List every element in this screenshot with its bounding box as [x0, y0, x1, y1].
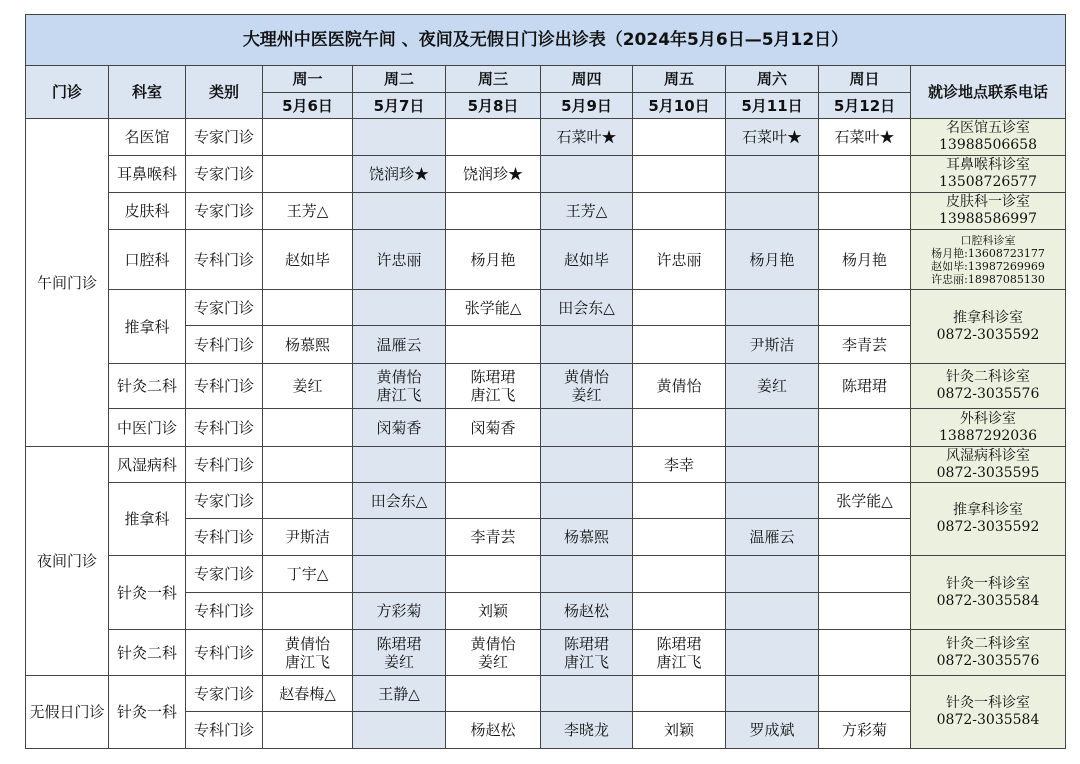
- schedule-cell-fri: 许忠丽: [633, 230, 726, 290]
- contact-cell: 推拿科诊室 0872-3035592: [911, 290, 1066, 364]
- schedule-cell-mon: [263, 712, 353, 749]
- schedule-cell-tue: [353, 193, 446, 230]
- table-row: [26, 230, 1066, 290]
- schedule-cell-thu: [541, 326, 633, 364]
- department-cell: 针灸一科: [109, 676, 186, 749]
- schedule-cell-sat: [726, 447, 819, 483]
- schedule-cell-wed: 饶润珍★: [446, 156, 541, 193]
- schedule-cell-fri: [633, 156, 726, 193]
- table-row: [26, 556, 1066, 593]
- table-row: [26, 409, 1066, 447]
- header-date-tue: 5月7日: [353, 93, 446, 119]
- schedule-cell-tue: 王静△: [353, 676, 446, 712]
- schedule-cell-wed: 黄倩怡 姜红: [446, 630, 541, 676]
- schedule-cell-tue: [353, 119, 446, 156]
- schedule-cell-mon: [263, 409, 353, 447]
- schedule-cell-thu: 李晓龙: [541, 712, 633, 749]
- schedule-cell-tue: 黄倩怡 唐江飞: [353, 364, 446, 409]
- department-cell: 风湿病科: [109, 447, 186, 483]
- header-weekday-fri: 周五: [633, 66, 726, 93]
- schedule-cell-mon: [263, 593, 353, 630]
- schedule-cell-sun: [819, 193, 911, 230]
- schedule-cell-wed: 杨赵松: [446, 712, 541, 749]
- schedule-cell-tue: [353, 519, 446, 556]
- schedule-cell-thu: 石菜叶★: [541, 119, 633, 156]
- schedule-cell-mon: [263, 156, 353, 193]
- schedule-cell-wed: [446, 556, 541, 593]
- schedule-cell-thu: [541, 676, 633, 712]
- schedule-cell-wed: [446, 447, 541, 483]
- schedule-cell-sun: [819, 519, 911, 556]
- category-cell: 专家门诊: [186, 556, 263, 593]
- department-cell: 推拿科: [109, 290, 186, 364]
- schedule-cell-mon: 姜红: [263, 364, 353, 409]
- schedule-cell-tue: 温雁云: [353, 326, 446, 364]
- table-row: [26, 156, 1066, 193]
- contact-cell: 针灸二科诊室 0872-3035576: [911, 630, 1066, 676]
- header-weekday-sat: 周六: [726, 66, 819, 93]
- schedule-cell-fri: [633, 676, 726, 712]
- schedule-cell-sun: [819, 409, 911, 447]
- table-row: [26, 483, 1066, 519]
- schedule-cell-thu: 杨慕熙: [541, 519, 633, 556]
- schedule-cell-tue: 方彩菊: [353, 593, 446, 630]
- header-weekday-thu: 周四: [541, 66, 633, 93]
- schedule-cell-mon: 丁宇△: [263, 556, 353, 593]
- table-row: [26, 364, 1066, 409]
- table-row: [26, 630, 1066, 676]
- schedule-cell-fri: [633, 326, 726, 364]
- schedule-cell-sat: [726, 630, 819, 676]
- header-date-fri: 5月10日: [633, 93, 726, 119]
- category-cell: 专家门诊: [186, 119, 263, 156]
- schedule-cell-tue: 闵菊香: [353, 409, 446, 447]
- table-row: [26, 290, 1066, 326]
- schedule-cell-sat: [726, 193, 819, 230]
- table-row: [26, 119, 1066, 156]
- header-row: [26, 66, 1066, 93]
- schedule-cell-sun: [819, 630, 911, 676]
- schedule-cell-tue: [353, 556, 446, 593]
- department-cell: 皮肤科: [109, 193, 186, 230]
- contact-cell: 针灸一科诊室 0872-3035584: [911, 556, 1066, 630]
- category-cell: 专家门诊: [186, 676, 263, 712]
- schedule-cell-mon: 赵春梅△: [263, 676, 353, 712]
- category-cell: 专科门诊: [186, 519, 263, 556]
- schedule-cell-thu: 杨赵松: [541, 593, 633, 630]
- schedule-cell-sun: 李青芸: [819, 326, 911, 364]
- schedule-cell-sun: [819, 676, 911, 712]
- schedule-cell-sat: 尹斯洁: [726, 326, 819, 364]
- schedule-cell-sat: [726, 676, 819, 712]
- contact-cell: 针灸二科诊室 0872-3035576: [911, 364, 1066, 409]
- schedule-cell-sun: 杨月艳: [819, 230, 911, 290]
- category-cell: 专科门诊: [186, 447, 263, 483]
- schedule-cell-mon: 杨慕熙: [263, 326, 353, 364]
- category-cell: 专家门诊: [186, 483, 263, 519]
- header-contact: 就诊地点联系电话: [911, 66, 1066, 119]
- header-weekday-sun: 周日: [819, 66, 911, 93]
- schedule-cell-fri: [633, 593, 726, 630]
- schedule-cell-mon: 王芳△: [263, 193, 353, 230]
- contact-cell: 口腔科诊室 杨月艳:13608723177 赵如毕:13987269969 许忠丽:18987085130: [911, 230, 1066, 290]
- schedule-cell-wed: [446, 193, 541, 230]
- schedule-cell-sun: 陈珺珺: [819, 364, 911, 409]
- category-cell: 专科门诊: [186, 326, 263, 364]
- schedule-cell-thu: 赵如毕: [541, 230, 633, 290]
- contact-cell: 皮肤科一诊室 13988586997: [911, 193, 1066, 230]
- category-cell: 专科门诊: [186, 630, 263, 676]
- department-cell: 推拿科: [109, 483, 186, 556]
- schedule-cell-wed: [446, 483, 541, 519]
- schedule-cell-wed: 闵菊香: [446, 409, 541, 447]
- header-weekday-mon: 周一: [263, 66, 353, 93]
- department-cell: 针灸一科: [109, 556, 186, 630]
- table-row: [26, 676, 1066, 712]
- header-clinic: 门诊: [26, 66, 109, 119]
- contact-cell: 风湿病科诊室 0872-3035595: [911, 447, 1066, 483]
- schedule-cell-wed: 刘颖: [446, 593, 541, 630]
- contact-cell: 推拿科诊室 0872-3035592: [911, 483, 1066, 556]
- category-cell: 专科门诊: [186, 593, 263, 630]
- schedule-cell-fri: [633, 409, 726, 447]
- schedule-cell-wed: 陈珺珺 唐江飞: [446, 364, 541, 409]
- schedule-cell-fri: 刘颖: [633, 712, 726, 749]
- schedule-cell-wed: [446, 676, 541, 712]
- department-cell: 口腔科: [109, 230, 186, 290]
- category-cell: 专家门诊: [186, 193, 263, 230]
- schedule-cell-thu: 王芳△: [541, 193, 633, 230]
- schedule-cell-sun: 张学能△: [819, 483, 911, 519]
- contact-cell: 外科诊室 13887292036: [911, 409, 1066, 447]
- header-date-wed: 5月8日: [446, 93, 541, 119]
- category-cell: 专家门诊: [186, 290, 263, 326]
- schedule-cell-thu: 黄倩怡 姜红: [541, 364, 633, 409]
- schedule-cell-sat: [726, 290, 819, 326]
- schedule-cell-mon: [263, 483, 353, 519]
- schedule-table: [25, 14, 1066, 749]
- schedule-cell-wed: 李青芸: [446, 519, 541, 556]
- schedule-cell-tue: [353, 447, 446, 483]
- schedule-cell-wed: [446, 119, 541, 156]
- schedule-cell-wed: 张学能△: [446, 290, 541, 326]
- schedule-cell-thu: 田会东△: [541, 290, 633, 326]
- schedule-cell-sat: 姜红: [726, 364, 819, 409]
- header-date-sat: 5月11日: [726, 93, 819, 119]
- schedule-cell-fri: 黄倩怡: [633, 364, 726, 409]
- header-weekday-tue: 周二: [353, 66, 446, 93]
- schedule-cell-sun: 石菜叶★: [819, 119, 911, 156]
- schedule-cell-fri: 李幸: [633, 447, 726, 483]
- schedule-cell-sat: [726, 483, 819, 519]
- table-row: [26, 447, 1066, 483]
- department-cell: 中医门诊: [109, 409, 186, 447]
- schedule-cell-tue: [353, 290, 446, 326]
- schedule-cell-fri: [633, 483, 726, 519]
- title-row: [26, 15, 1066, 66]
- header-date-thu: 5月9日: [541, 93, 633, 119]
- contact-cell: 名医馆五诊室 13988506658: [911, 119, 1066, 156]
- header-date-mon: 5月6日: [263, 93, 353, 119]
- schedule-cell-sat: [726, 593, 819, 630]
- schedule-cell-sat: 石菜叶★: [726, 119, 819, 156]
- header-department: 科室: [109, 66, 186, 119]
- department-cell: 名医馆: [109, 119, 186, 156]
- schedule-cell-mon: 赵如毕: [263, 230, 353, 290]
- category-cell: 专科门诊: [186, 409, 263, 447]
- schedule-cell-sat: [726, 156, 819, 193]
- contact-cell: 耳鼻喉科诊室 13508726577: [911, 156, 1066, 193]
- category-cell: 专家门诊: [186, 156, 263, 193]
- schedule-cell-sat: [726, 409, 819, 447]
- category-cell: 专科门诊: [186, 712, 263, 749]
- schedule-cell-fri: [633, 193, 726, 230]
- schedule-cell-mon: 尹斯洁: [263, 519, 353, 556]
- schedule-cell-mon: [263, 447, 353, 483]
- header-category: 类别: [186, 66, 263, 119]
- schedule-cell-thu: [541, 556, 633, 593]
- schedule-cell-mon: [263, 290, 353, 326]
- schedule-cell-fri: [633, 556, 726, 593]
- schedule-cell-sun: [819, 290, 911, 326]
- table-row: [26, 193, 1066, 230]
- department-cell: 针灸二科: [109, 364, 186, 409]
- schedule-cell-thu: [541, 483, 633, 519]
- schedule-cell-thu: [541, 156, 633, 193]
- schedule-cell-mon: [263, 119, 353, 156]
- schedule-cell-tue: [353, 712, 446, 749]
- section-label-night: 夜间门诊: [26, 447, 109, 676]
- header-weekday-wed: 周三: [446, 66, 541, 93]
- department-cell: 耳鼻喉科: [109, 156, 186, 193]
- schedule-cell-sun: [819, 593, 911, 630]
- schedule-cell-fri: [633, 119, 726, 156]
- schedule-cell-sat: 罗成斌: [726, 712, 819, 749]
- category-cell: 专科门诊: [186, 230, 263, 290]
- schedule-cell-sat: [726, 556, 819, 593]
- schedule-cell-mon: 黄倩怡 唐江飞: [263, 630, 353, 676]
- schedule-cell-sun: [819, 556, 911, 593]
- schedule-cell-wed: 杨月艳: [446, 230, 541, 290]
- schedule-cell-sat: 温雁云: [726, 519, 819, 556]
- schedule-cell-sun: [819, 447, 911, 483]
- schedule-cell-thu: [541, 447, 633, 483]
- schedule-cell-tue: 田会东△: [353, 483, 446, 519]
- schedule-cell-sun: [819, 156, 911, 193]
- department-cell: 针灸二科: [109, 630, 186, 676]
- schedule-sheet: [25, 14, 1065, 749]
- schedule-cell-sat: 杨月艳: [726, 230, 819, 290]
- schedule-cell-thu: [541, 409, 633, 447]
- schedule-cell-wed: [446, 326, 541, 364]
- schedule-cell-sun: 方彩菊: [819, 712, 911, 749]
- section-label-holiday: 无假日门诊: [26, 676, 109, 749]
- schedule-cell-thu: 陈珺珺 唐江飞: [541, 630, 633, 676]
- schedule-cell-fri: [633, 290, 726, 326]
- section-label-noon: 午间门诊: [26, 119, 109, 447]
- schedule-cell-tue: 许忠丽: [353, 230, 446, 290]
- schedule-cell-tue: 饶润珍★: [353, 156, 446, 193]
- page-title: 大理州中医医院午间 、夜间及无假日门诊出诊表（2024年5月6日—5月12日）: [26, 15, 1066, 66]
- header-date-sun: 5月12日: [819, 93, 911, 119]
- schedule-cell-tue: 陈珺珺 姜红: [353, 630, 446, 676]
- contact-cell: 针灸一科诊室 0872-3035584: [911, 676, 1066, 749]
- schedule-cell-fri: 陈珺珺 唐江飞: [633, 630, 726, 676]
- category-cell: 专科门诊: [186, 364, 263, 409]
- schedule-cell-fri: [633, 519, 726, 556]
